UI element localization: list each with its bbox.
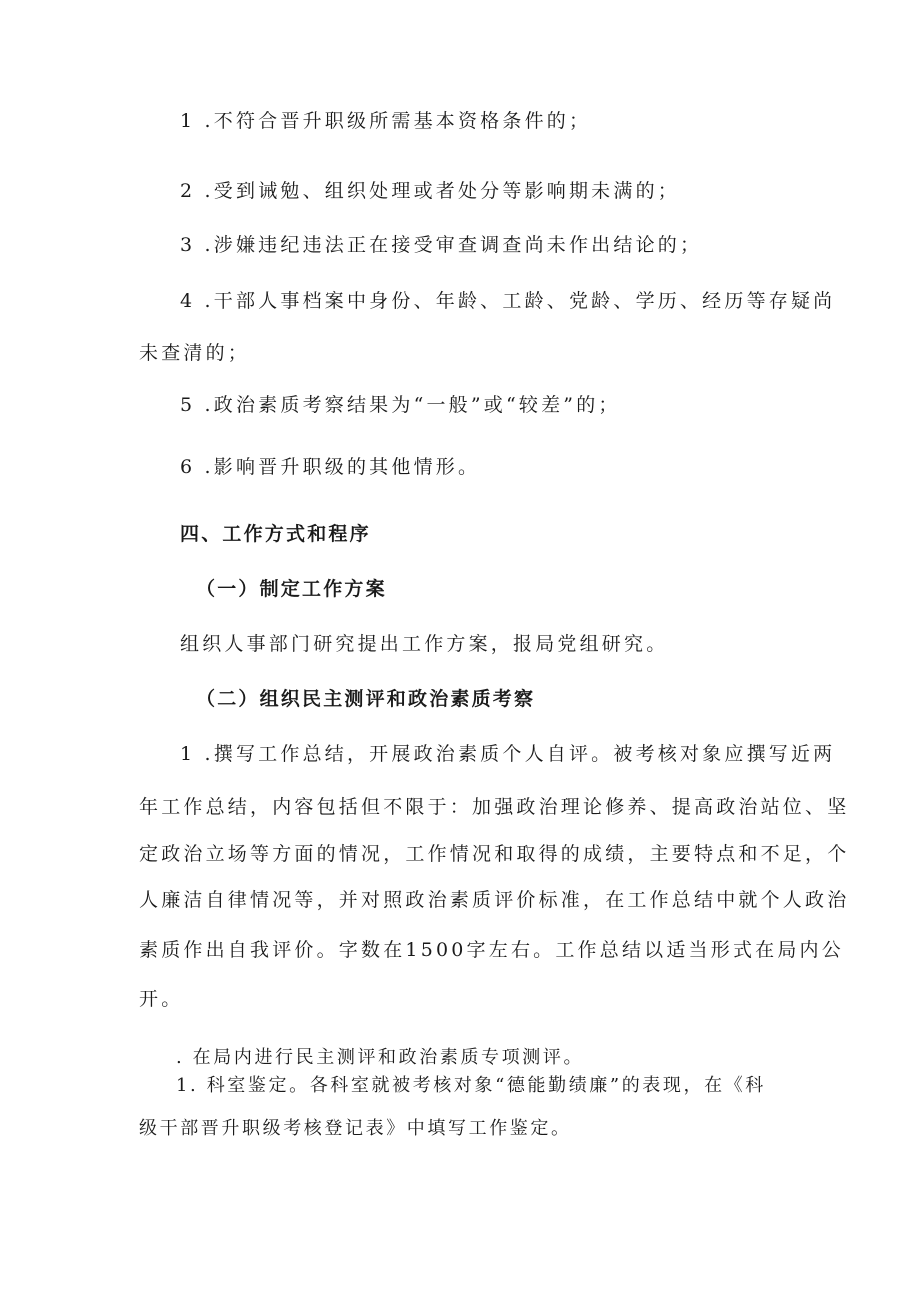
- paragraph-line: 1. 科室鉴定。各科室就被考核对象“德能勤绩廉”的表现，在《科: [176, 1075, 766, 1096]
- paragraph-line: 素质作出自我评价。字数在1500字左右。工作总结以适当形式在局内公: [139, 939, 844, 961]
- paragraph-line: 1 .撰写工作总结，开展政治素质个人自评。被考核对象应撰写近两: [180, 743, 836, 765]
- subsection-heading-2: （二）组织民主测评和政治素质考察: [196, 688, 536, 710]
- list-item-3: 3 .涉嫌违纪违法正在接受审查调查尚未作出结论的；: [180, 234, 703, 256]
- list-item-5: 5 .政治素质考察结果为“一般”或“较差”的；: [180, 394, 621, 416]
- paragraph-line: 开。: [139, 988, 184, 1010]
- list-item-6: 6 .影响晋升职级的其他情形。: [180, 456, 481, 478]
- paragraph-line: 年工作总结，内容包括但不限于：加强政治理论修养、提高政治站位、坚: [139, 796, 850, 818]
- subsection-heading-1: （一）制定工作方案: [196, 578, 387, 600]
- paragraph-line: 定政治立场等方面的情况，工作情况和取得的成绩，主要特点和不足，个: [139, 843, 850, 865]
- list-item-1: 1 .不符合晋升职级所需基本资格条件的；: [180, 110, 592, 132]
- list-item-4: 4 .干部人事档案中身份、年龄、工龄、党龄、学历、经历等存疑尚: [180, 290, 836, 312]
- list-item-2: 2 .受到诫勉、组织处理或者处分等影响期未满的；: [180, 180, 680, 202]
- paragraph-line: 级干部晋升职级考核登记表》中填写工作鉴定。: [139, 1118, 572, 1139]
- list-item-4-continued: 未查清的；: [139, 342, 251, 364]
- body-paragraph: 组织人事部门研究提出工作方案，报局党组研究。: [180, 633, 669, 655]
- section-heading: 四、工作方式和程序: [180, 523, 371, 545]
- paragraph-line: . 在局内进行民主测评和政治素质专项测评。: [176, 1047, 585, 1068]
- paragraph-line: 人廉洁自律情况等，并对照政治素质评价标准，在工作总结中就个人政治: [139, 889, 850, 911]
